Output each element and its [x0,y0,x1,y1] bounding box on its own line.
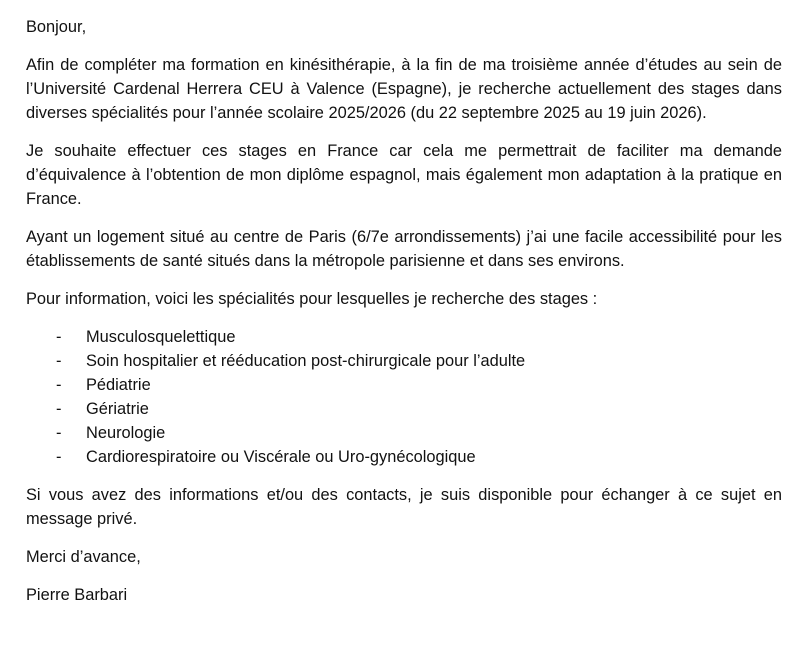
specialty-label: Musculosquelettique [86,328,236,346]
list-item [26,349,782,373]
bullet-dash: - [56,376,62,394]
bullet-dash: - [56,448,62,466]
specialties-list [26,325,782,469]
list-item [26,373,782,397]
list-item [26,325,782,349]
list-item [26,397,782,421]
list-item [26,445,782,469]
greeting: Bonjour, [26,18,87,36]
bullet-dash: - [56,352,62,370]
bullet-dash: - [56,400,62,418]
specialty-label: Neurologie [86,424,166,442]
specialty-label: Pédiatrie [86,376,151,394]
thanks-line: Merci d’avance, [26,548,141,566]
specialty-label: Cardiorespiratoire ou Viscérale ou Uro-gynécologique [86,448,476,466]
specialties-intro: Pour information, voici les spécialités pour lesquelles je recherche des stages : [26,290,598,308]
letter-body [26,15,782,621]
housing-paragraph: Ayant un logement situé au centre de Paris (6/7e arrondissements) j’ai une facile accessibilité pour les établissements de santé situés dans la métropole parisienne et dans ses environs. [26,228,782,270]
closing-paragraph: Si vous avez des informations et/ou des contacts, je suis disponible pour échanger à ce sujet en message privé. [26,486,782,528]
signature: Pierre Barbari [26,586,128,604]
list-item [26,421,782,445]
intro-paragraph: Afin de compléter ma formation en kinésithérapie, à la fin de ma troisième année d’études au sein de l’Université Cardenal Herrera CEU à Valence (Espagne), je recherche actuellement des stages dans diverses spécialités pour l’année scolaire 2025/2026 (du 22 septembre 2025 au 19 juin 2026). [26,56,782,122]
bullet-dash: - [56,424,62,442]
specialty-label: Soin hospitalier et rééducation post-chirurgicale pour l’adulte [86,352,526,370]
specialty-label: Gériatrie [86,400,149,418]
motivation-paragraph: Je souhaite effectuer ces stages en France car cela me permettrait de faciliter ma demande d’équivalence à l’obtention de mon diplôme espagnol, mais également mon adaptation à la pratique en France. [26,142,782,208]
bullet-dash: - [56,328,62,346]
